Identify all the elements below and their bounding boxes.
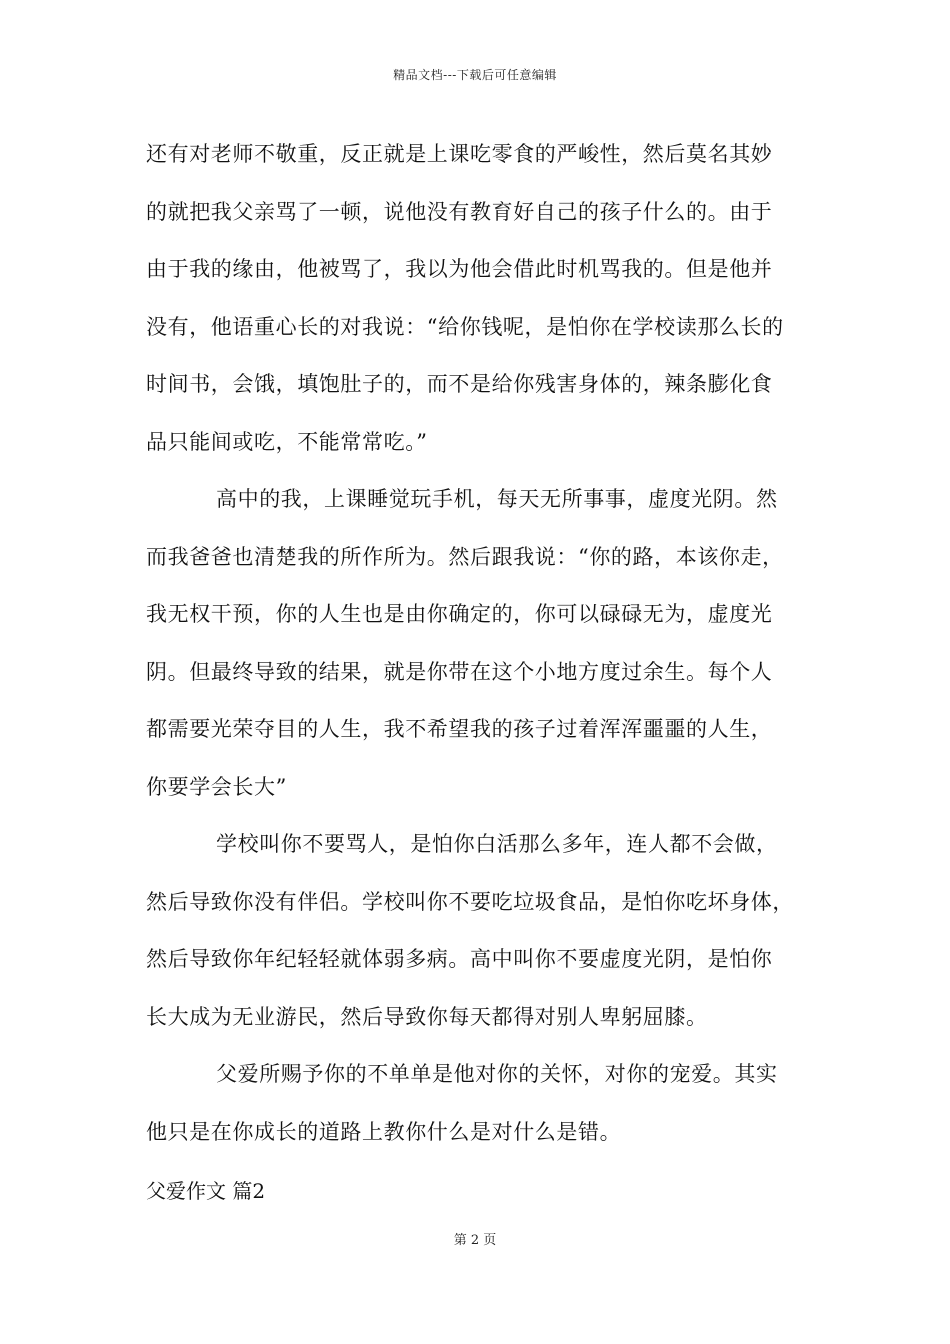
body-line: 然后导致你年纪轻轻就体弱多病。高中叫你不要虚度光阴，是怕你 <box>146 947 773 971</box>
body-line: 而我爸爸也清楚我的所作所为。然后跟我说：“你的路，本该你走， <box>146 544 784 569</box>
body-line: 阴。但最终导致的结果，就是你带在这个小地方度过余生。每个人 <box>146 659 773 684</box>
document-body <box>146 126 826 1220</box>
paragraph-first-line: 高中的我，上课睡觉玩手机，每天无所事事，虚度光阴。然 <box>216 487 778 511</box>
body-line: 的就把我父亲骂了一顿，说他没有教育好自己的孩子什么的。由于 <box>146 199 773 224</box>
page-header: 精品文档---下载后可任意编辑 <box>393 68 557 82</box>
paragraph-first-line: 父爱所赐予你的不单单是他对你的关怀，对你的宠爱。其实 <box>216 1062 778 1086</box>
body-line: 我无权干预，你的人生也是由你确定的，你可以碌碌无为，虚度光 <box>146 602 773 626</box>
body-line: 还有对老师不敬重，反正就是上课吃零食的严峻性，然后莫名其妙 <box>146 142 773 166</box>
body-line: 你要学会长大” <box>146 774 287 799</box>
body-line: 然后导致你没有伴侣。学校叫你不要吃垃圾食品，是怕你吃坏身体， <box>146 889 794 914</box>
body-line: 由于我的缘由，他被骂了，我以为他会借此时机骂我的。但是他并 <box>146 257 773 281</box>
body-line: 时间书，会饿，填饱肚子的，而不是给你残害身体的，辣条膨化食 <box>146 372 773 396</box>
body-line: 都需要光荣夺目的人生，我不希望我的孩子过着浑浑噩噩的人生， <box>146 717 773 741</box>
body-line: 长大成为无业游民，然后导致你每天都得对别人卑躬屈膝。 <box>146 1004 708 1029</box>
paragraph-first-line: 学校叫你不要骂人，是怕你白活那么多年，连人都不会做， <box>216 832 778 856</box>
section-title: 父爱作文 篇2 <box>146 1179 266 1203</box>
body-line: 品只能间或吃，不能常常吃。” <box>146 429 428 454</box>
page-number: 第 2 页 <box>453 1233 497 1248</box>
body-line: 没有，他语重心长的对我说：“给你钱呢，是怕你在学校读那么长的 <box>146 314 784 339</box>
body-line: 他只是在你成长的道路上教你什么是对什么是错。 <box>146 1119 622 1144</box>
